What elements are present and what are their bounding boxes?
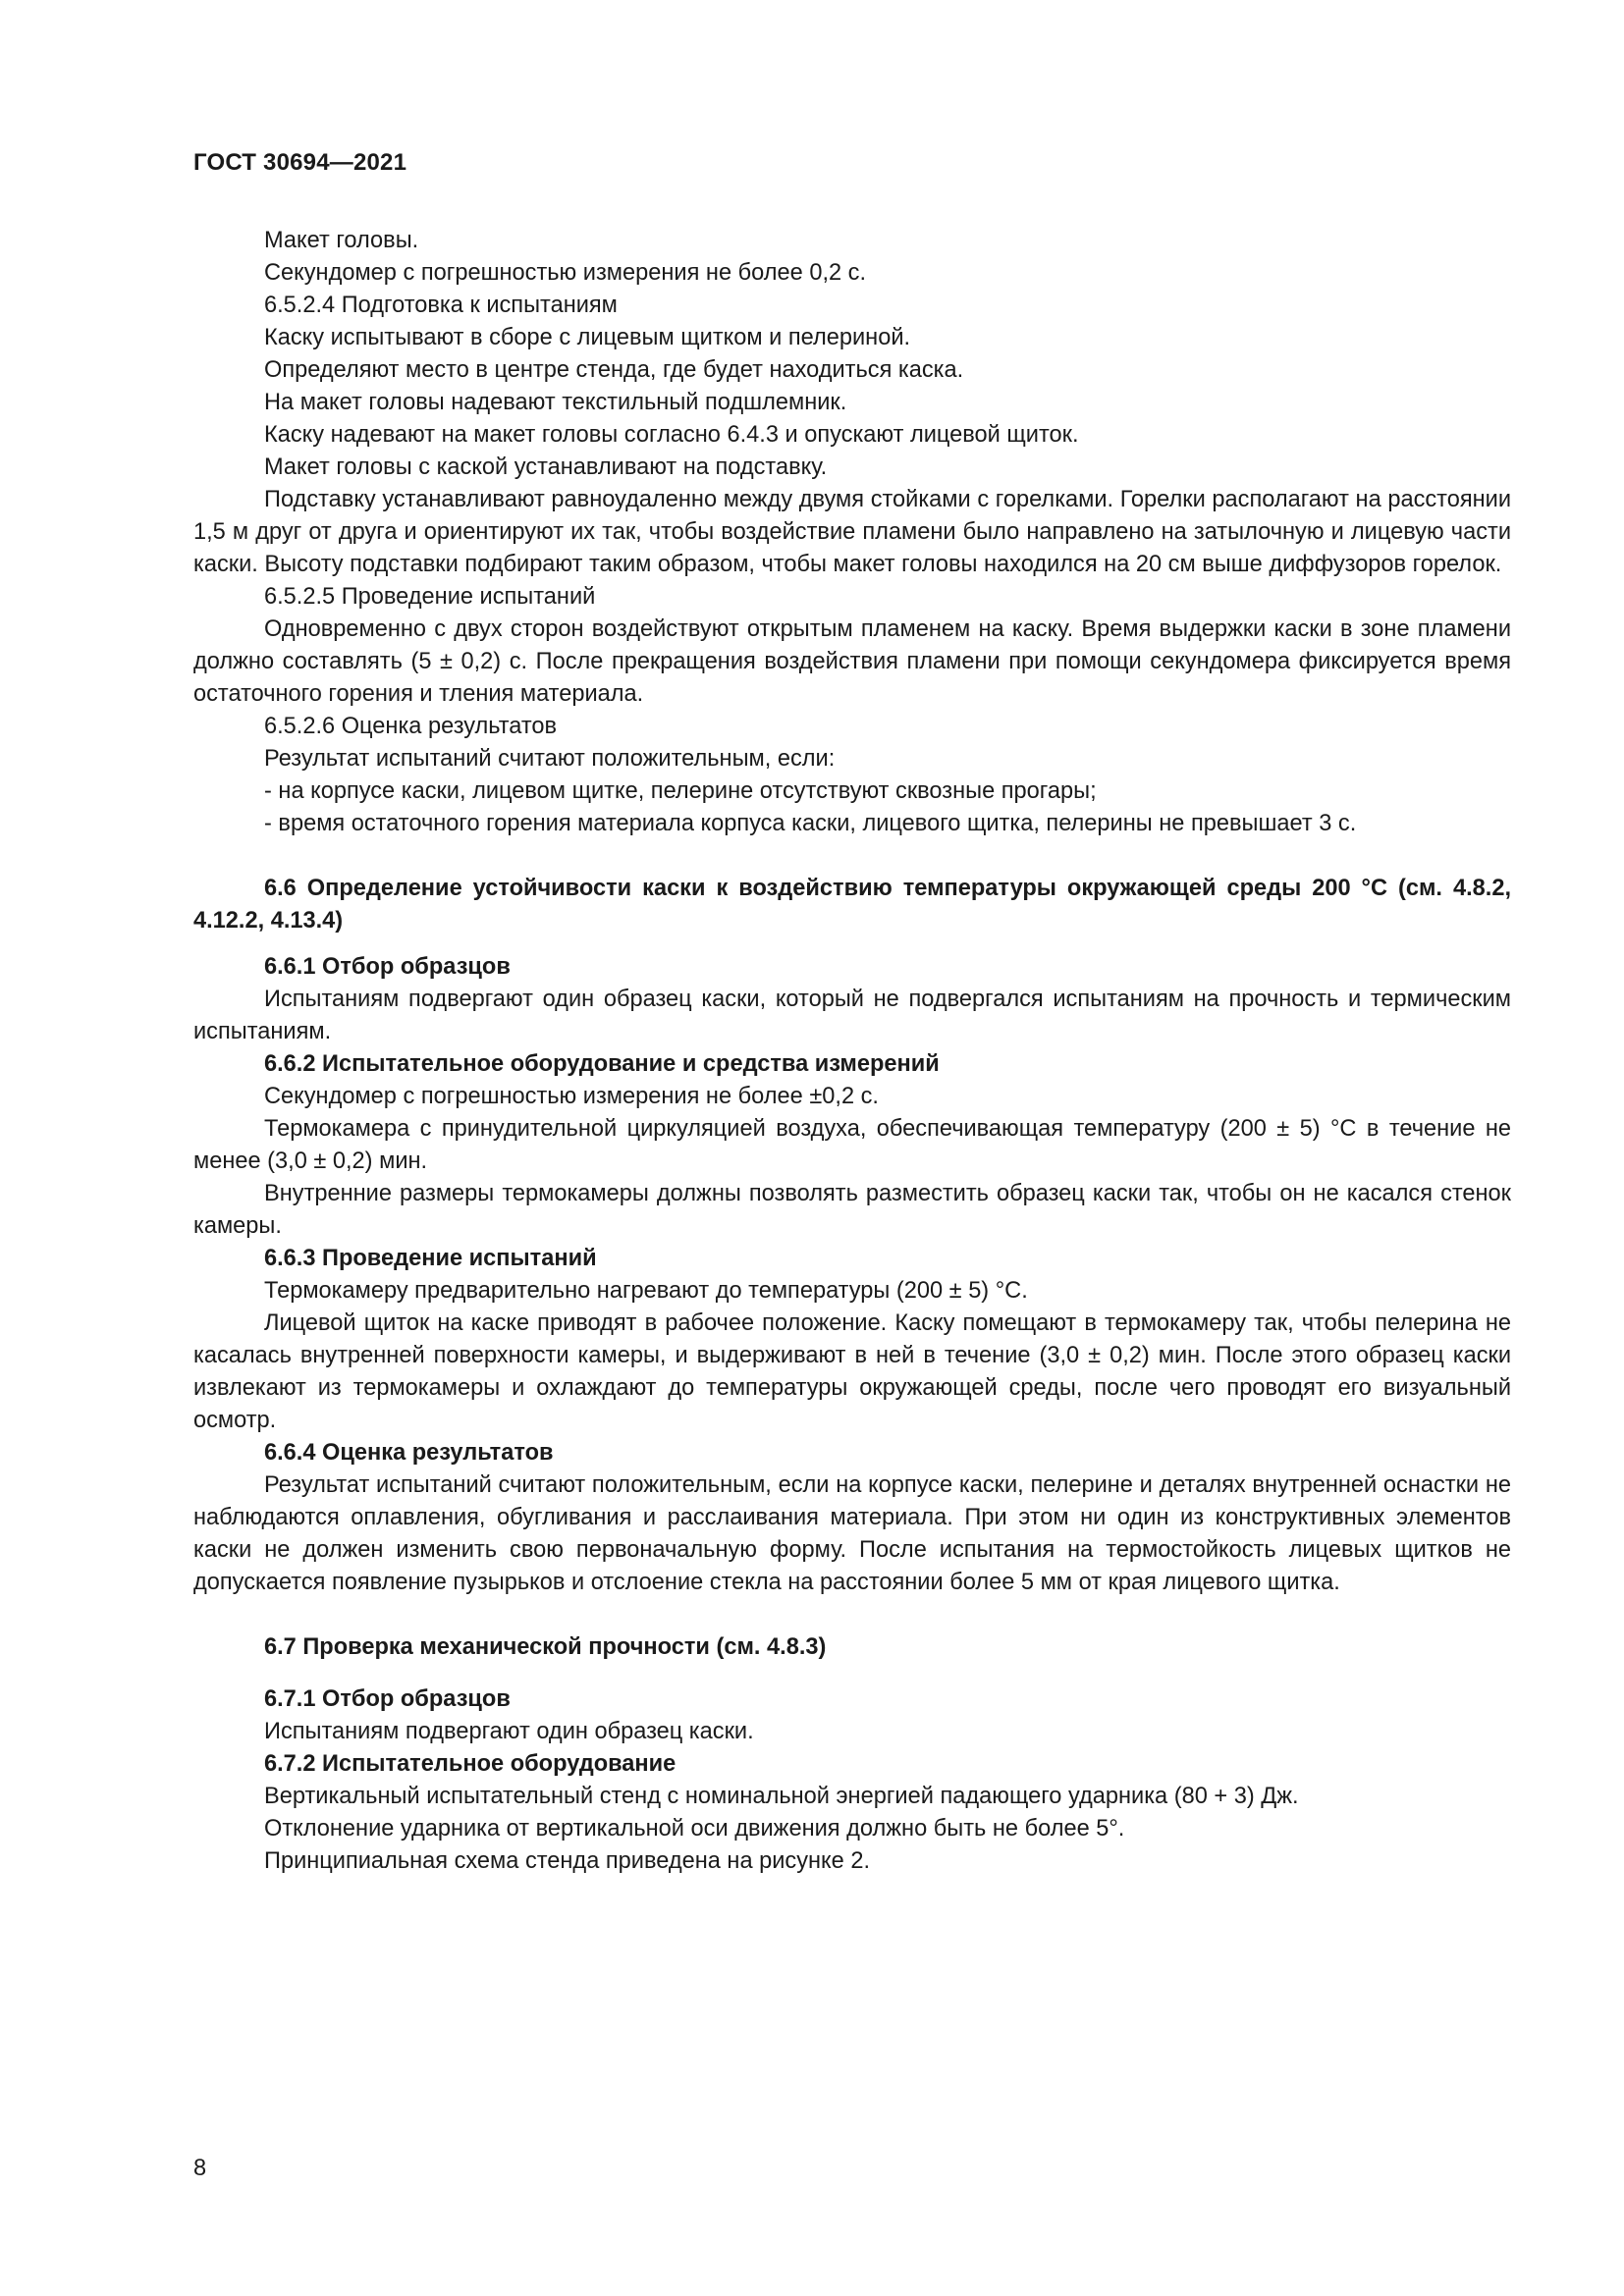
paragraph: Макет головы. (264, 228, 419, 253)
subsection-heading: 6.7.2 Испытательное оборудование (264, 1751, 677, 1777)
paragraph: Термокамера с принудительной циркуляцией воздуха, обеспечивающая температуру (200 ± 5) °С в течение не менее (3,0 ± 0,2) мин. (193, 1116, 1511, 1174)
subsection-heading: 6.6.1 Отбор образцов (264, 954, 511, 980)
document-header: ГОСТ 30694—2021 (193, 149, 407, 176)
list-item: - на корпусе каски, лицевом щитке, пелерине отсутствуют сквозные прогары; (264, 778, 1097, 804)
paragraph: Каску надевают на макет головы согласно 6.4.3 и опускают лицевой щиток. (264, 422, 1079, 448)
paragraph: Определяют место в центре стенда, где будет находиться каска. (264, 357, 964, 383)
paragraph: Результат испытаний считают положительным, если: (264, 746, 836, 772)
paragraph: Испытаниям подвергают один образец каски, который не подвергался испытаниям на прочность и термическим испытаниям. (193, 987, 1511, 1044)
subsection-heading: 6.5.2.5 Проведение испытаний (264, 584, 596, 610)
paragraph: Лицевой щиток на каске приводят в рабочее положение. Каску помещают в термокамеру так, чтобы пелерина не касалась внутренней поверхности камеры, и выдерживают в ней в течение (3,0 ± 0,2) мин. После этого образец каски извлекают из термокамеры и охлаждают до температуры окружающей среды, после чего проводят его визуальный осмотр. (193, 1310, 1511, 1433)
paragraph: Вертикальный испытательный стенд с номинальной энергией падающего ударника (80 + 3) Дж. (264, 1784, 1299, 1809)
paragraph: Внутренние размеры термокамеры должны позволять разместить образец каски так, чтобы он не касался стенок камеры. (193, 1181, 1511, 1239)
subsection-heading: 6.6.2 Испытательное оборудование и средства измерений (264, 1051, 940, 1077)
subsection-heading: 6.6.4 Оценка результатов (264, 1440, 554, 1466)
paragraph: Принципиальная схема стенда приведена на рисунке 2. (264, 1848, 870, 1874)
page-number: 8 (193, 2156, 207, 2181)
paragraph: Одновременно с двух сторон воздействуют открытым пламенем на каску. Время выдержки каски в зоне пламени должно составлять (5 ± 0,2) с. После прекращения воздействия пламени при помощи секундомера фиксируется время остаточного горения и тления материала. (193, 616, 1511, 707)
paragraph: Термокамеру предварительно нагревают до температуры (200 ± 5) °С. (264, 1278, 1028, 1304)
paragraph: Макет головы с каской устанавливают на подставку. (264, 454, 828, 480)
subsection-heading: 6.5.2.6 Оценка результатов (264, 714, 558, 739)
paragraph: Секундомер с погрешностью измерения не более 0,2 с. (264, 260, 867, 286)
paragraph: Подставку устанавливают равноудаленно между двумя стойками с горелками. Горелки располагают на расстоянии 1,5 м друг от друга и ориентируют их так, чтобы воздействие пламени было направлено на затылочную и лицевую части каски. Высоту подставки подбирают таким образом, чтобы макет головы находился на 20 см выше диффузоров горелок. (193, 487, 1511, 577)
subsection-heading: 6.6.3 Проведение испытаний (264, 1246, 597, 1271)
paragraph: Отклонение ударника от вертикальной оси движения должно быть не более 5°. (264, 1816, 1125, 1842)
subsection-heading: 6.5.2.4 Подготовка к испытаниям (264, 293, 618, 318)
subsection-heading: 6.7.1 Отбор образцов (264, 1686, 511, 1712)
section-heading: 6.7 Проверка механической прочности (см. 4.8.3) (264, 1634, 827, 1660)
paragraph: На макет головы надевают текстильный подшлемник. (264, 390, 847, 415)
section-heading: 6.6 Определение устойчивости каски к воздействию температуры окружающей среды 200 °С (см. 4.8.2, 4.12.2, 4.13.4) (193, 876, 1511, 934)
list-item: - время остаточного горения материала корпуса каски, лицевого щитка, пелерины не превышает 3 с. (264, 811, 1357, 836)
paragraph: Каску испытывают в сборе с лицевым щитком и пелериной. (264, 325, 911, 350)
paragraph: Результат испытаний считают положительным, если на корпусе каски, пелерине и деталях внутренней оснастки не наблюдаются оплавления, обугливания и расслаивания материала. При этом ни один из конструктивных элементов каски не должен изменить свою первоначальную форму. После испытания на термостойкость лицевых щитков не допускается появление пузырьков и отслоение стекла на расстоянии более 5 мм от края лицевого щитка. (193, 1472, 1511, 1595)
page-body (193, 225, 1511, 1878)
paragraph: Секундомер с погрешностью измерения не более ±0,2 с. (264, 1084, 879, 1109)
paragraph: Испытаниям подвергают один образец каски. (264, 1719, 754, 1744)
